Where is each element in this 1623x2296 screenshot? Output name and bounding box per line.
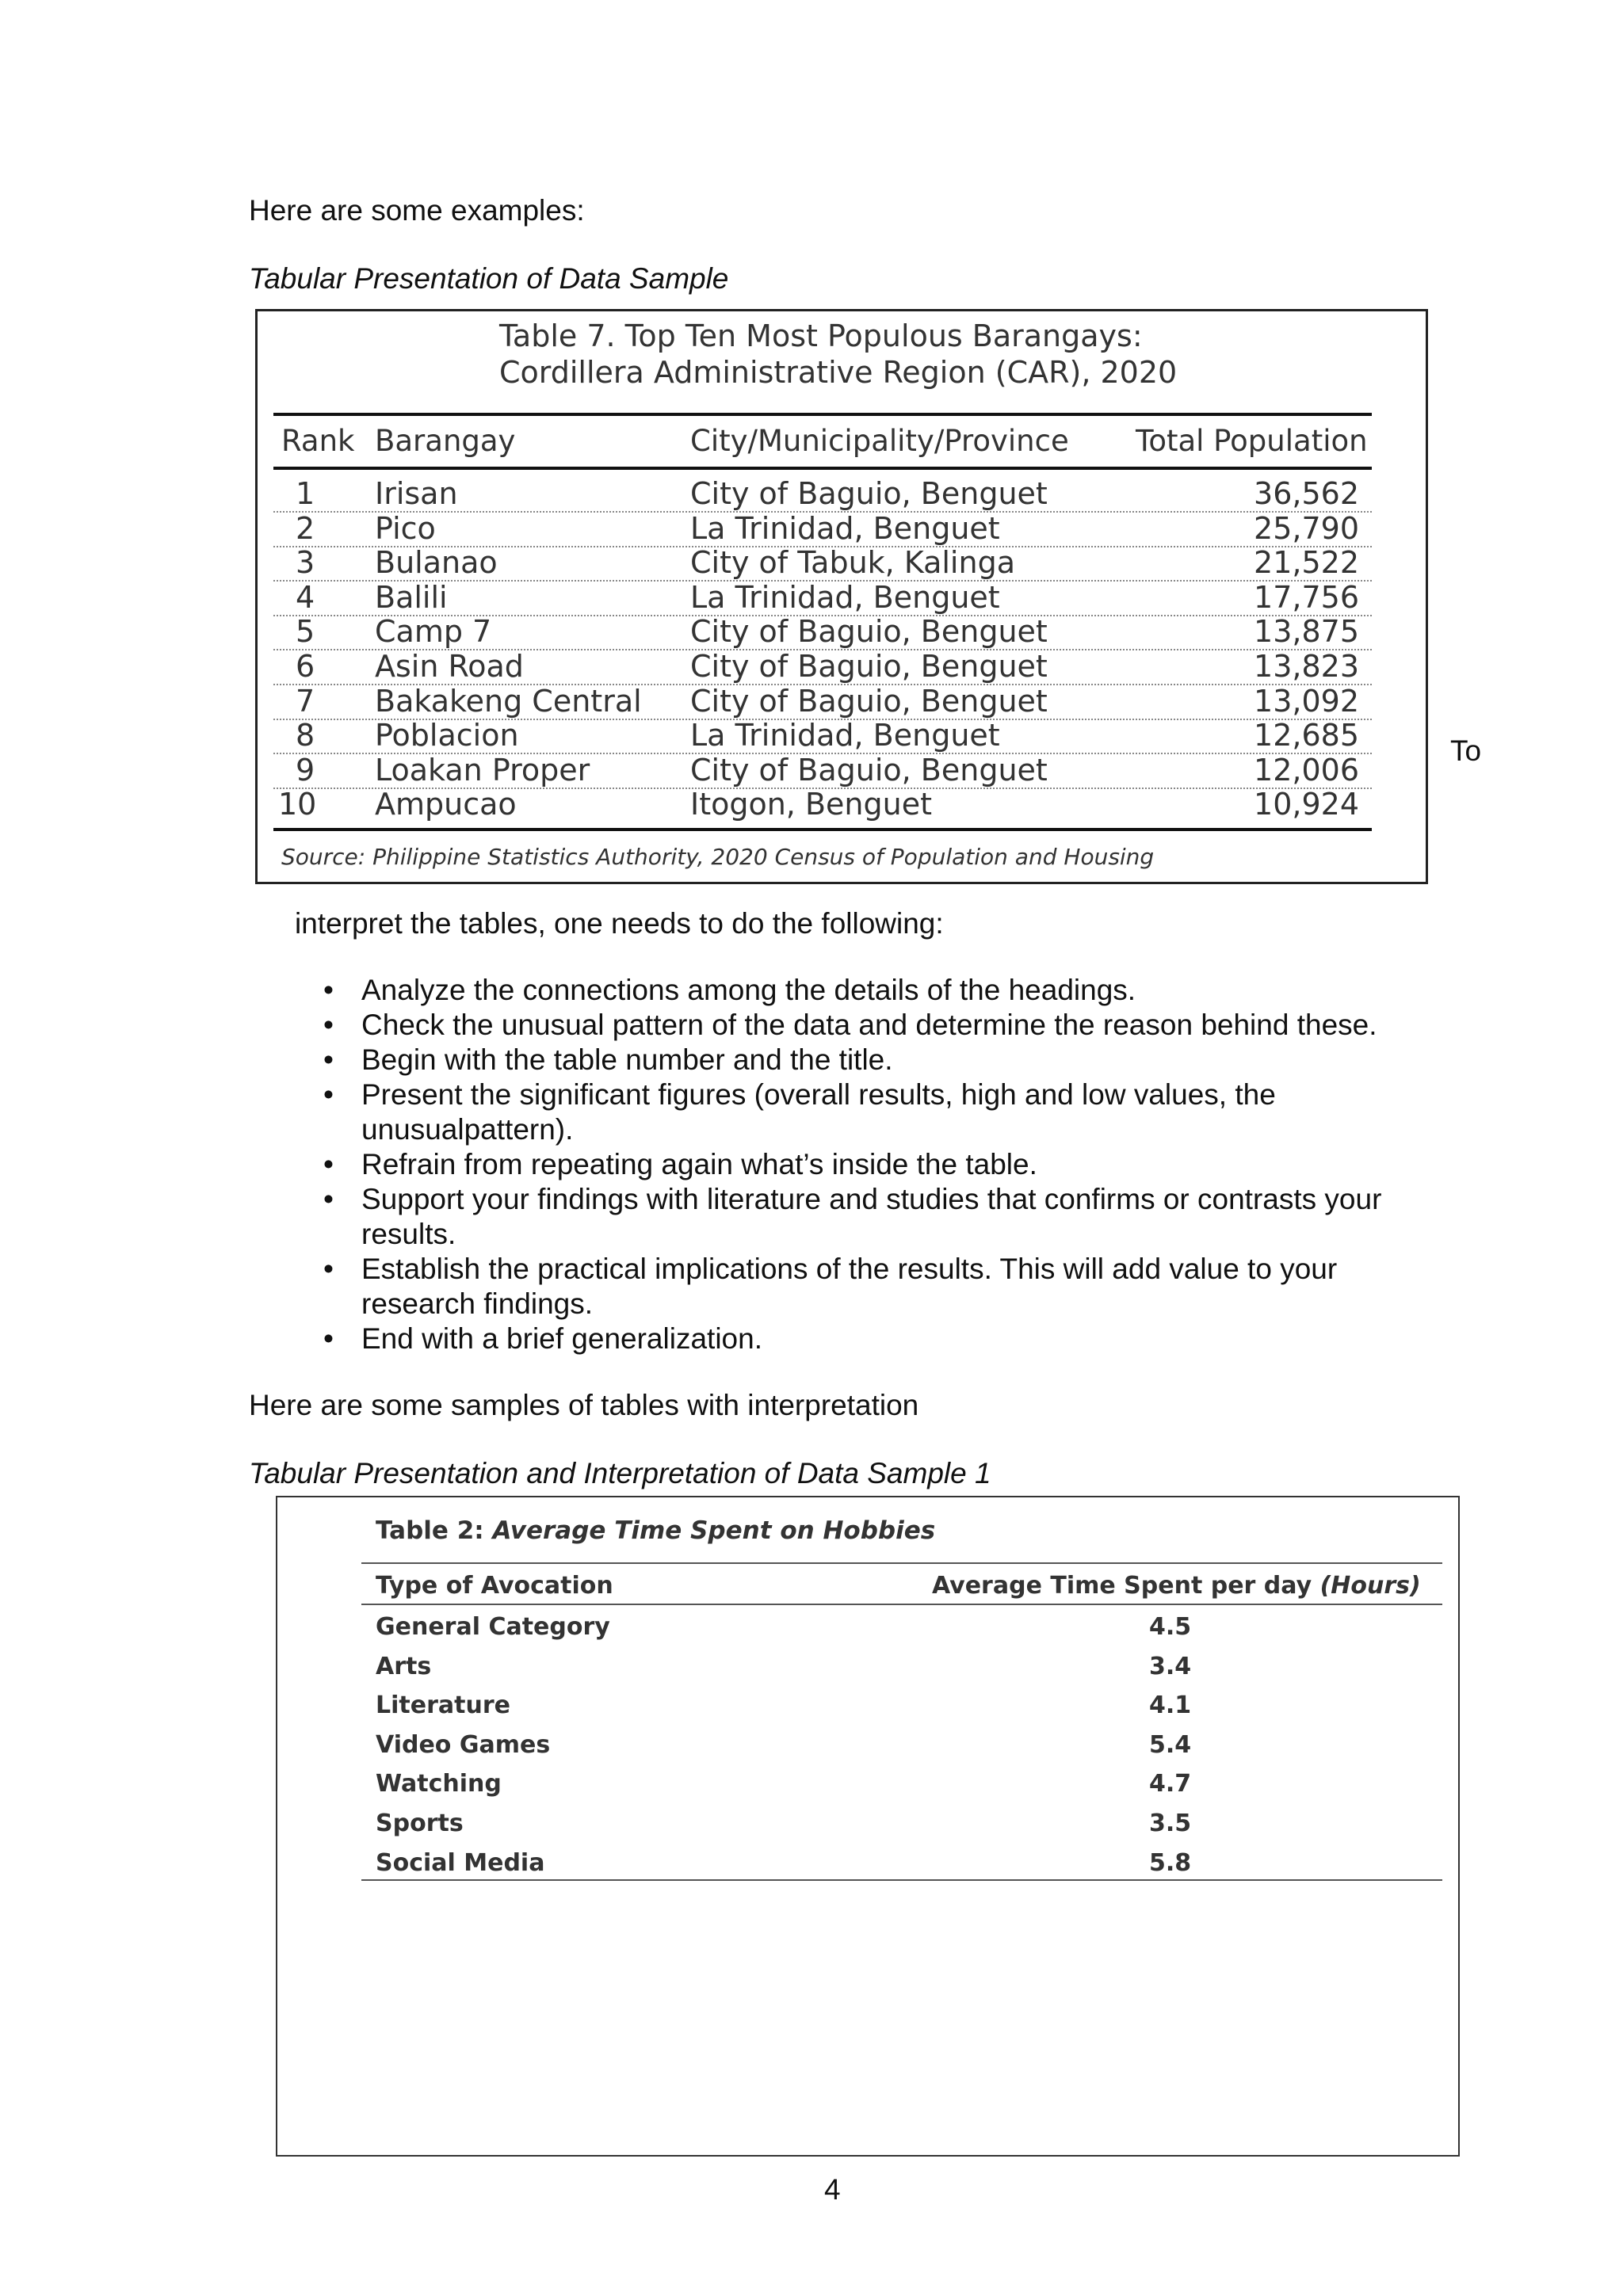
list-item-text: Present the significant figures (overall results, high and low values, the unusualpattern). xyxy=(361,1078,1276,1146)
population-table xyxy=(255,309,1428,884)
table-row xyxy=(273,614,1372,650)
header-rank: Rank xyxy=(281,424,355,458)
table-row xyxy=(273,753,1372,789)
table2-title: Table 2: Average Time Spent on Hobbies xyxy=(376,1516,936,1545)
side-word: To xyxy=(1450,734,1482,767)
barangay-cell: Balili xyxy=(375,579,448,615)
table7-source: Source: Philippine Statistics Authority, 2020 Census of Population and Housing xyxy=(281,844,1155,870)
table7-top-rule xyxy=(273,413,1372,416)
table-row xyxy=(273,545,1372,582)
table2-top-rule xyxy=(361,1562,1442,1564)
barangay-cell: Ampucao xyxy=(375,787,517,822)
population-cell: 13,823 xyxy=(1254,649,1359,684)
rank-cell: 5 xyxy=(296,614,315,650)
table7-title: Table 7. Top Ten Most Populous Barangays: Cordillera Administrative Region (CAR), 2020 xyxy=(499,318,1178,390)
list-item-text: Analyze the connections among the details of the headings. xyxy=(361,974,1136,1006)
population-cell: 13,875 xyxy=(1254,614,1359,650)
rank-cell: 3 xyxy=(296,545,315,581)
population-cell: 12,685 xyxy=(1254,718,1359,753)
time-cell: 4.1 xyxy=(1149,1691,1192,1720)
table2-header-time: Average Time Spent per day (Hours) xyxy=(932,1572,1421,1600)
barangay-cell: Irisan xyxy=(375,476,458,511)
barangay-cell: Loakan Proper xyxy=(375,752,590,788)
time-cell: 5.8 xyxy=(1149,1848,1192,1877)
sample-caption-2: Tabular Presentation and Interpretation of Data Sample 1 xyxy=(249,1457,991,1489)
city-cell: City of Baguio, Benguet xyxy=(690,752,1048,788)
list-item xyxy=(323,1077,1433,1147)
rank-cell: 2 xyxy=(296,510,315,546)
table-row xyxy=(273,511,1372,547)
list-item xyxy=(323,1043,1433,1077)
avocation-cell: Watching xyxy=(376,1770,502,1798)
table2-header-rule xyxy=(361,1604,1442,1605)
table-row xyxy=(273,580,1372,616)
city-cell: La Trinidad, Benguet xyxy=(690,718,1000,753)
sample-caption-1: Tabular Presentation of Data Sample xyxy=(249,262,729,295)
list-item xyxy=(323,973,1433,1008)
bullet-icon: • xyxy=(323,974,334,1006)
barangay-cell: Asin Road xyxy=(375,649,524,684)
rank-cell: 8 xyxy=(296,718,315,753)
table-row xyxy=(273,476,1372,513)
bullet-icon: • xyxy=(323,1183,334,1215)
rank-cell: 7 xyxy=(296,683,315,719)
list-item xyxy=(323,1322,1433,1356)
list-item-text: Begin with the table number and the title. xyxy=(361,1043,893,1076)
table2-bottom-rule xyxy=(361,1879,1442,1881)
rank-cell: 6 xyxy=(296,649,315,684)
bullet-icon: • xyxy=(323,1078,334,1111)
avocation-cell: General Category xyxy=(376,1613,610,1641)
avocation-cell: Literature xyxy=(376,1691,510,1720)
rank-cell: 9 xyxy=(296,752,315,788)
table-row xyxy=(273,787,1372,822)
city-cell: La Trinidad, Benguet xyxy=(690,510,1000,546)
interpret-line: interpret the tables, one needs to do the following: xyxy=(295,907,944,940)
page-number: 4 xyxy=(824,2173,841,2206)
bullet-icon: • xyxy=(323,1043,334,1076)
table-row xyxy=(273,649,1372,685)
table7-header-rule xyxy=(273,467,1372,470)
list-item-text: Refrain from repeating again what’s inside the table. xyxy=(361,1148,1037,1180)
bullet-icon: • xyxy=(323,1148,334,1180)
population-cell: 13,092 xyxy=(1254,683,1359,719)
list-item-text: Establish the practical implications of the results. This will add value to your research findings. xyxy=(361,1253,1338,1320)
population-cell: 25,790 xyxy=(1254,510,1359,546)
list-item xyxy=(323,1147,1433,1182)
table-row xyxy=(273,684,1372,720)
population-cell: 10,924 xyxy=(1254,787,1359,822)
barangay-cell: Bulanao xyxy=(375,545,498,581)
city-cell: City of Baguio, Benguet xyxy=(690,476,1048,511)
avocation-cell: Arts xyxy=(376,1652,432,1680)
city-cell: City of Baguio, Benguet xyxy=(690,614,1048,650)
population-cell: 36,562 xyxy=(1254,476,1359,511)
city-cell: City of Tabuk, Kalinga xyxy=(690,545,1015,581)
avocation-cell: Social Media xyxy=(376,1848,545,1877)
barangay-cell: Camp 7 xyxy=(375,614,492,650)
list-item xyxy=(323,1008,1433,1043)
rank-cell: 10 xyxy=(278,787,317,822)
header-population: Total Population xyxy=(1136,424,1368,458)
city-cell: La Trinidad, Benguet xyxy=(690,579,1000,615)
table7-bottom-rule xyxy=(273,828,1372,831)
rank-cell: 1 xyxy=(296,476,315,511)
bullet-icon: • xyxy=(323,1009,334,1041)
hobbies-table xyxy=(276,1496,1460,2157)
time-cell: 3.5 xyxy=(1149,1810,1192,1837)
guideline-list xyxy=(323,973,1433,1356)
list-item-text: Support your findings with literature and studies that confirms or contrasts your results. xyxy=(361,1183,1382,1250)
samples-intro: Here are some samples of tables with interpretation xyxy=(249,1389,919,1421)
barangay-cell: Bakakeng Central xyxy=(375,683,642,719)
city-cell: Itogon, Benguet xyxy=(690,787,932,822)
time-cell: 3.4 xyxy=(1149,1652,1192,1680)
table2-header-avocation: Type of Avocation xyxy=(376,1572,613,1600)
time-cell: 4.7 xyxy=(1149,1770,1192,1798)
population-cell: 12,006 xyxy=(1254,752,1359,788)
avocation-cell: Video Games xyxy=(376,1730,551,1759)
time-cell: 5.4 xyxy=(1149,1730,1192,1759)
table-row xyxy=(273,718,1372,754)
population-cell: 21,522 xyxy=(1254,545,1359,581)
list-item-text: Check the unusual pattern of the data and determine the reason behind these. xyxy=(361,1009,1377,1041)
bullet-icon: • xyxy=(323,1322,334,1355)
barangay-cell: Poblacion xyxy=(375,718,519,753)
list-item xyxy=(323,1182,1433,1252)
intro-text: Here are some examples: xyxy=(249,194,585,227)
city-cell: City of Baguio, Benguet xyxy=(690,683,1048,719)
header-barangay: Barangay xyxy=(375,424,516,458)
avocation-cell: Sports xyxy=(376,1810,464,1837)
barangay-cell: Pico xyxy=(375,510,436,546)
time-cell: 4.5 xyxy=(1149,1613,1192,1641)
header-city: City/Municipality/Province xyxy=(690,424,1069,458)
list-item xyxy=(323,1252,1433,1322)
bullet-icon: • xyxy=(323,1253,334,1285)
list-item-text: End with a brief generalization. xyxy=(361,1322,762,1355)
city-cell: City of Baguio, Benguet xyxy=(690,649,1048,684)
population-cell: 17,756 xyxy=(1254,579,1359,615)
rank-cell: 4 xyxy=(296,579,315,615)
